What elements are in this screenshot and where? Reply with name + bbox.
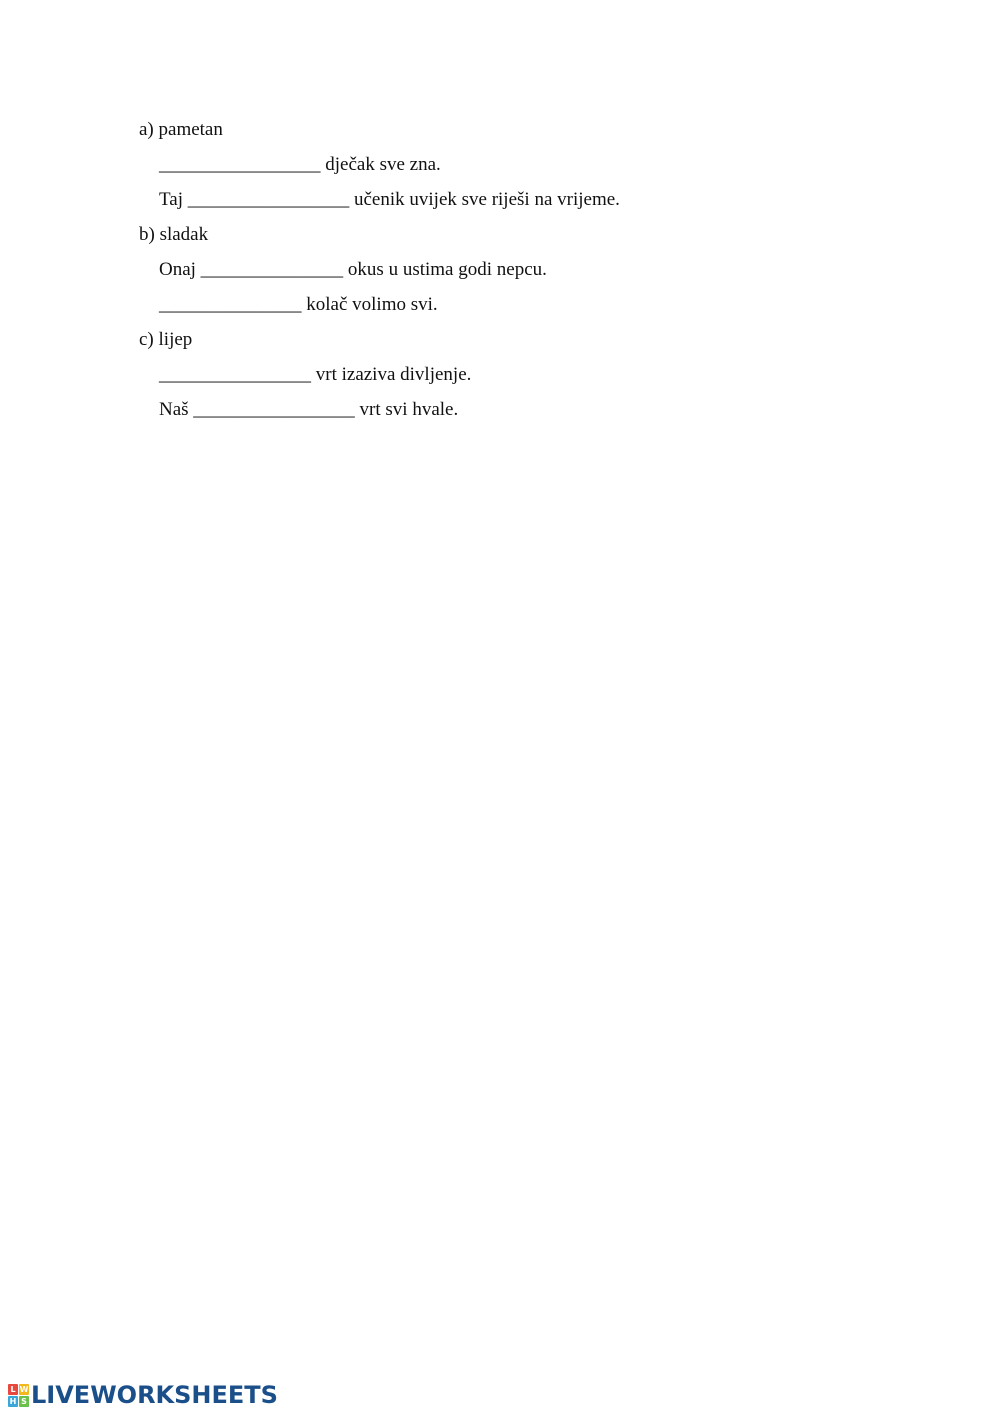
item-c-heading: c) lijep bbox=[139, 329, 193, 350]
item-b-heading: b) sladak bbox=[139, 224, 209, 245]
liveworksheets-logo bbox=[8, 1382, 278, 1408]
item-a-sentence-2: Taj _________________ učenik uvijek sve riješi na vrijeme. bbox=[159, 189, 620, 210]
logo-tile: H bbox=[9, 1396, 17, 1406]
logo-wordmark: LIVEWORKSHEETS bbox=[31, 1381, 278, 1409]
logo-tile: L bbox=[8, 1384, 18, 1395]
logo-tiles-icon bbox=[8, 1384, 29, 1407]
item-c-sentence-1: ________________ vrt izaziva divljenje. bbox=[159, 364, 472, 385]
item-a-sentence-1: _________________ dječak sve zna. bbox=[159, 154, 441, 175]
item-b-sentence-2: _______________ kolač volimo svi. bbox=[159, 294, 438, 315]
item-a-heading: a) pametan bbox=[139, 119, 223, 140]
item-b-sentence-1: Onaj _______________ okus u ustima godi nepcu. bbox=[159, 259, 547, 280]
logo-tile: S bbox=[19, 1396, 29, 1407]
logo-tile: W bbox=[19, 1384, 29, 1394]
item-c-sentence-2: Naš _________________ vrt svi hvale. bbox=[159, 399, 459, 420]
